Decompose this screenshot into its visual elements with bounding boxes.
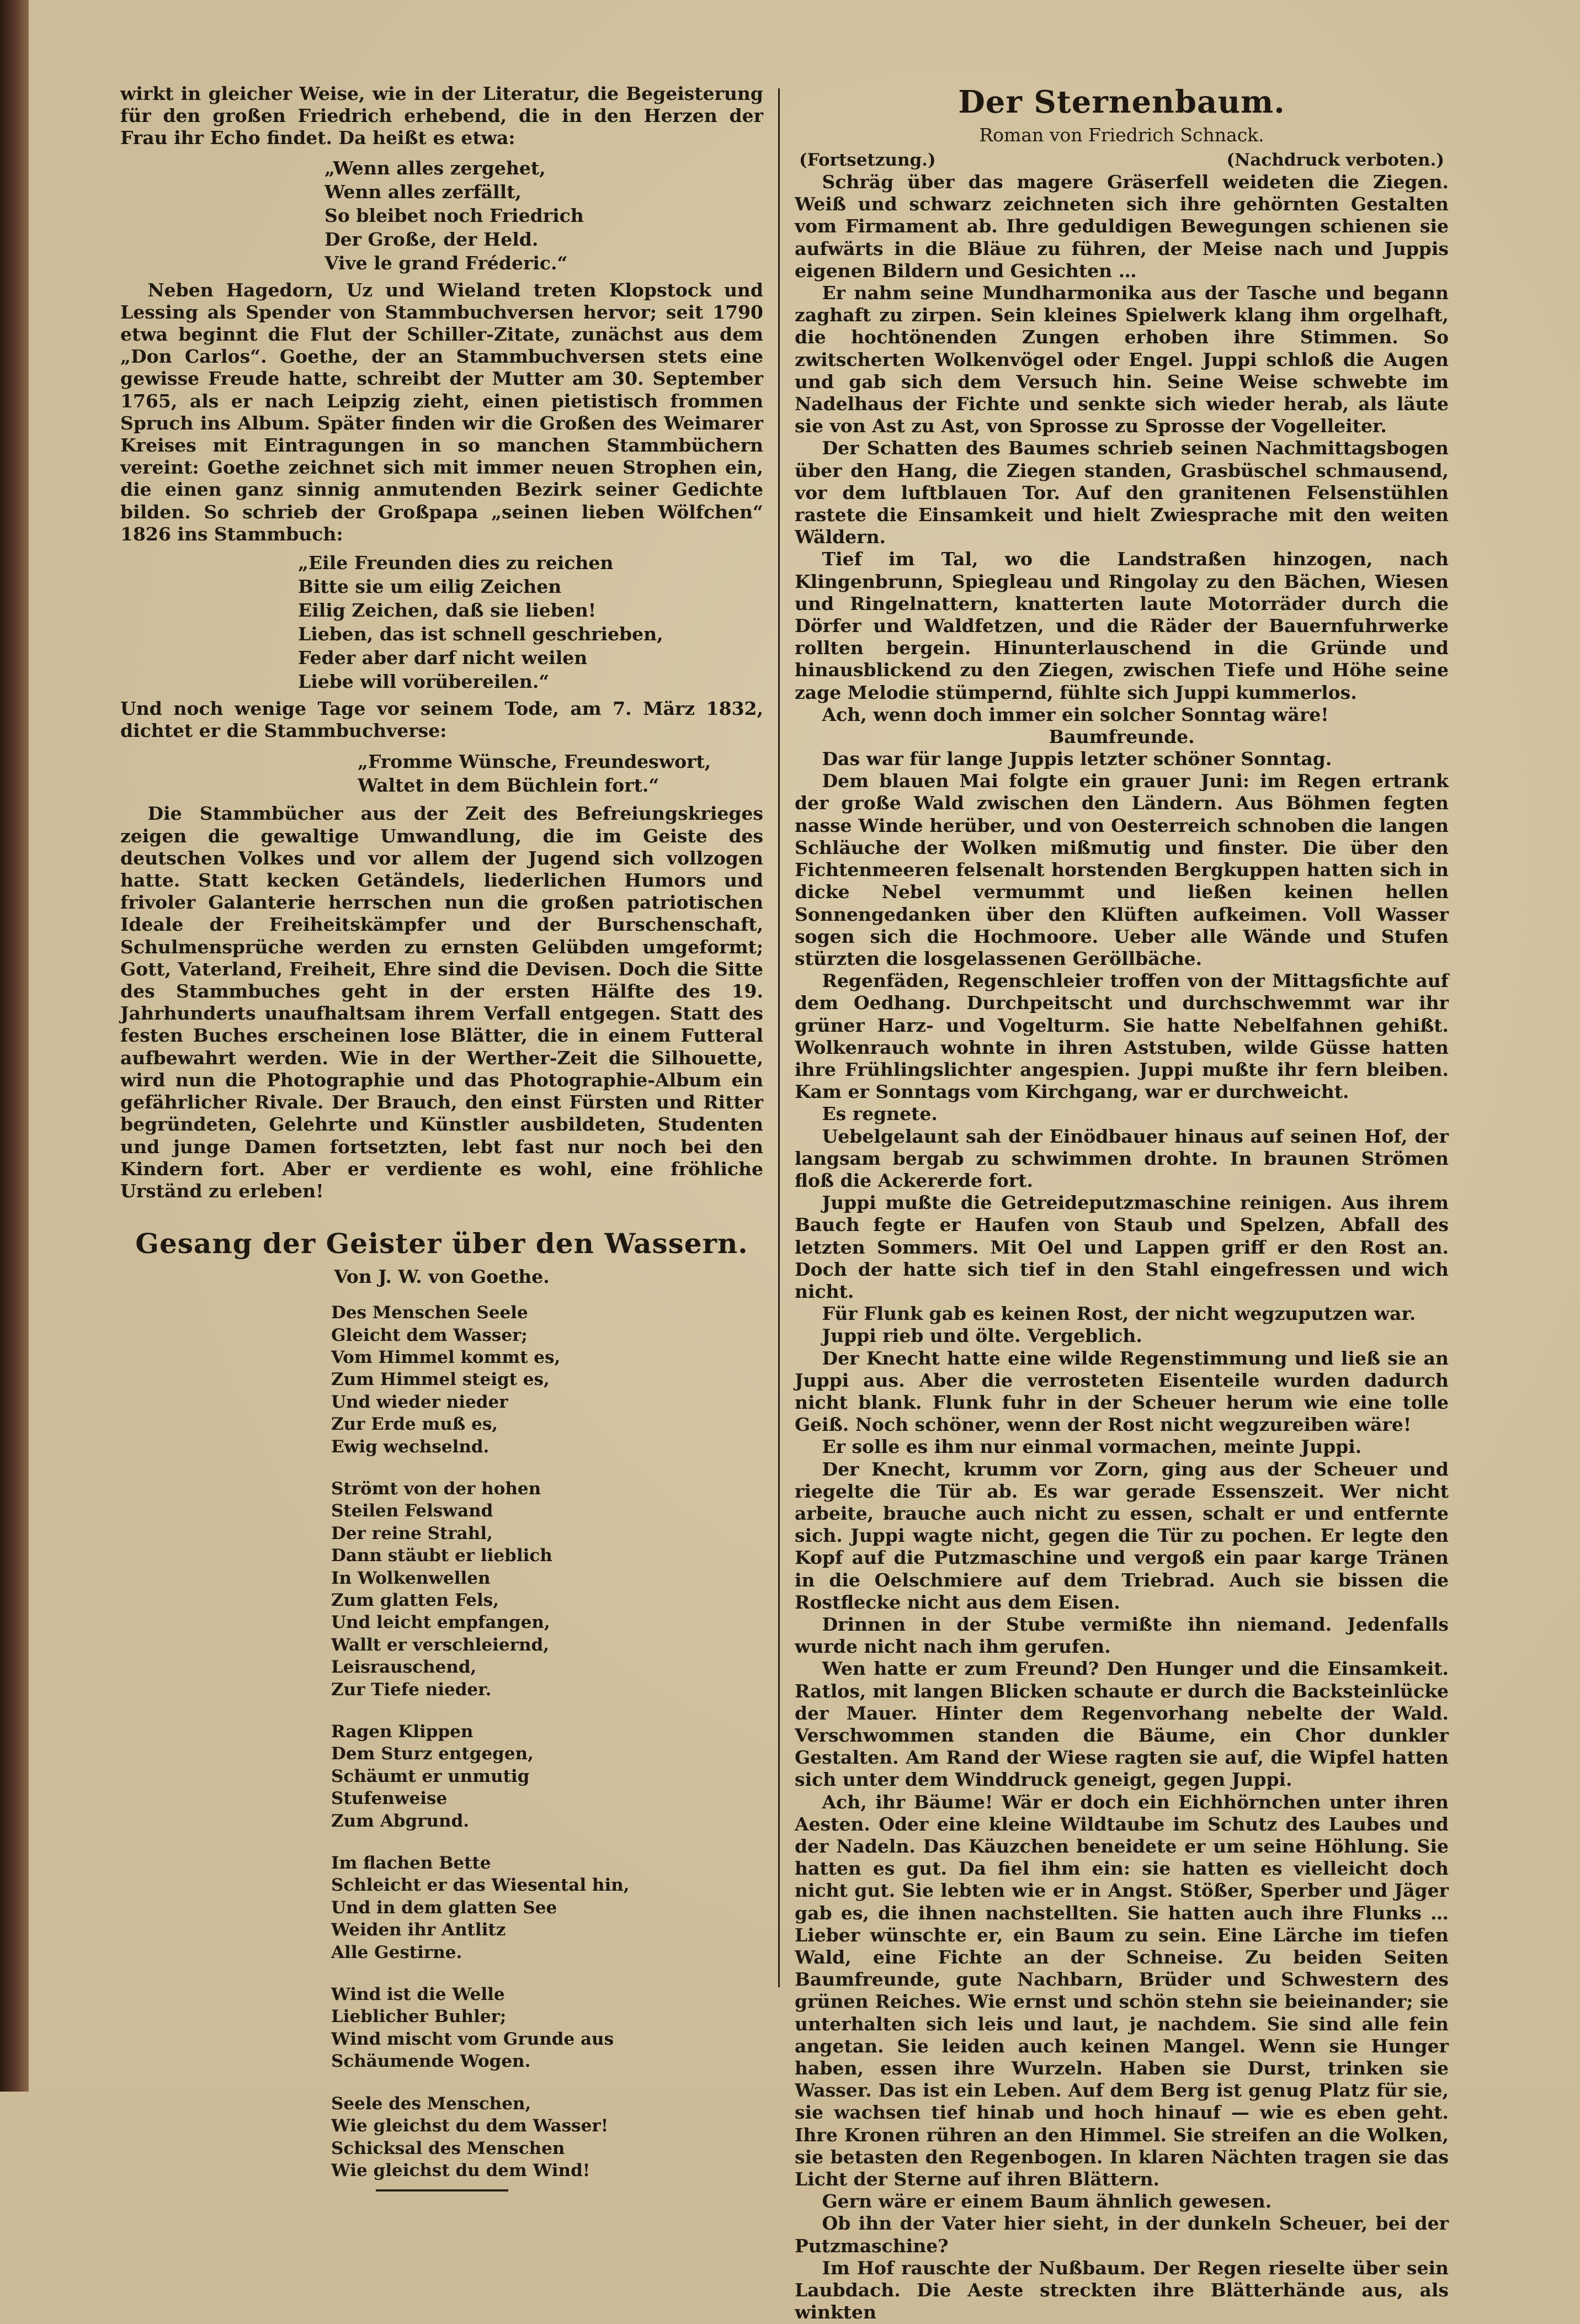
verse-line: Liebe will vorübereilen.“ — [298, 671, 550, 693]
body-paragraph: Dem blauen Mai folgte ein grauer Juni: im Regen ertrank der große Wald zwischen den Ländern. Aus Böhmen fegten nasse Winde herüber, und von Oesterreich schnoben die langen Schläuche der Wolken mißmutig und finster. Die über den Fichtenmeeren felsenalt horstenden Bergkuppen hatten sich in dicke Nebel vermummt und ließen keinen hellen Sonnengedanken über den Klüften aufkeimen. Voll Wasser sogen sich die Hochmoore. Ueber alle Wände und Stufen stürzten die losgelassenen Geröllbäche. — [795, 770, 1449, 969]
body-paragraph: Tief im Tal, wo die Landstraßen hinzogen, nach Klingenbrunn, Spiegleau und Ringolay zu den Bächen, Wiesen und Ringelnattern, knatterten laute Motorräder durch die Dörfer und Waldfetzen, und die Räder der Bauernfuhrwerke rollten bergein. Hinunterlauschend in die Gründe und hinausblickend zu den Ziegen, zwischen Tiefe und Höhe seine zage Melodie stümpernd, fühlte sich Juppi kummerlos. — [795, 548, 1449, 703]
verse-line: Wenn alles zerfällt, — [324, 181, 522, 203]
body-paragraph: Für Flunk gab es keinen Rost, der nicht wegzuputzen war. — [822, 1303, 1416, 1325]
poem-line: Und wieder nieder — [331, 1392, 508, 1412]
poem-line: Ragen Klippen — [331, 1722, 474, 1742]
poem-line: Zur Tiefe nieder. — [331, 1679, 492, 1700]
poem-byline: Von J. W. von Goethe. — [334, 1266, 550, 1288]
poem-line: Schleicht er das Wiesental hin, — [331, 1875, 630, 1896]
poem-line: Vom Himmel kommt es, — [331, 1347, 561, 1367]
verse-line: Vive le grand Fréderic.“ — [324, 252, 568, 274]
poem-line: Schäumende Wogen. — [331, 2051, 531, 2072]
poem-line: Alle Gestirne. — [331, 1942, 462, 1962]
body-paragraph: Ach, ihr Bäume! Wär er doch ein Eichhörnchen unter ihren Aesten. Oder eine kleine Wildtaube im Schutz des Laubes und der Nadeln. Das Käuzchen beneidete er um seine Höhlung. Sie hatten es gut. Da fiel ihm ein: sie hatten es vielleicht doch nicht gut. Sie lebten wie er in Angst. Stößer, Sperber und Jäger gab es, die ihnen nachstellten. Sie hatten auch ihre Flunks … Lieber wünschte er, ein Baum zu sein. Eine Lärche im tiefen Wald, eine Fichte an der Schneise. Zu beiden Seiten Baumfreunde, gute Nachbarn, Brüder und Schwestern des grünen Reiches. Wie ernst und schön stehn sie beieinander; sie unterhalten sich leis und laut, je nachdem. Sie sind alle fein angetan. Sie leiden auch keinen Mangel. Wenn sie Hunger haben, essen ihre Wurzeln. Haben sie Durst, trinken sie Wasser. Das ist ein Leben. Auf dem Berg ist genug Platz für sie, sie wachsen tief hinab und hoch hinauf — wie es eben geht. Ihre Kronen rühren an den Himmel. Sie streifen an die Wolken, sie betasten den Regenbogen. In klaren Nächten tragen sie das Licht der Sterne auf ihren Blättern. — [795, 1791, 1449, 2190]
poem-line: Und in dem glatten See — [331, 1897, 557, 1918]
poem-stanza — [120, 1983, 763, 2073]
poem-line: Und leicht empfangen, — [331, 1612, 550, 1633]
body-paragraph: Das war für lange Juppis letzter schöner Sonntag. — [822, 748, 1332, 770]
body-paragraph: Neben Hagedorn, Uz und Wieland treten Klopstock und Lessing als Spender von Stammbuchversen hervor; seit 1790 etwa beginnt die Flut der Schiller-Zitate, zunächst aus dem „Don Carlos“. Goethe, der an Stammbuchversen stets eine gewisse Freude hatte, schreibt der Mutter am 30. September 1765, als er nach Leipzig zieht, einen pietistisch frommen Spruch ins Album. Später finden wir die Großen des Weimarer Kreises mit Eintragungen in so manchen Stammbüchern vereint: Goethe zeichnet sich mit immer neuen Strophen ein, die einen ganz sinnig anmutenden Bezirk seiner Gedichte bilden. So schrieb der Großpapa „seinen lieben Wölfchen“ 1826 ins Stammbuch: — [120, 279, 763, 545]
poem-line: Dann stäubt er lieblich — [331, 1546, 552, 1566]
section-subhead: Baumfreunde. — [1049, 726, 1195, 748]
body-paragraph: Die Stammbücher aus der Zeit des Befreiungskrieges zeigen die gewaltige Umwandlung, die im Geiste des deutschen Volkes und vor allem der Jugend sich vollzogen hatte. Statt kecken Getändels, liederlichen Humors und frivoler Galanterie herrschen nun die großen patriotischen Ideale der Freiheitskämpfer und der Burschenschaft, Schulmensprüche werden zu ernsten Gelübden umgeformt; Gott, Vaterland, Freiheit, Ehre sind die Devisen. Doch die Sitte des Stammbuches geht in der ersten Hälfte des 19. Jahrhunderts unaufhaltsam ihrem Verfall entgegen. Statt des festen Buches erscheinen lose Blätter, die in einem Futteral aufbewahrt werden. Wie in der Werther-Zeit die Silhouette, wird nun die Photographie und das Photographie-Album ein gefährlicher Rivale. Der Brauch, den einst Fürsten und Ritter begründeten, Gelehrte und Künstler ausbildeten, Studenten und junge Damen fortsetzten, lebt fast nur noch bei den Kindern fort. Aber er verdiente es wohl, eine fröhliche Urständ zu erleben! — [120, 803, 763, 1202]
poem-stanza — [120, 1721, 763, 1832]
column-divider — [778, 88, 780, 1987]
body-paragraph: Im Hof rauschte der Nußbaum. Der Regen rieselte über sein Laubdach. Die Aeste streckten ihre Blätterhände aus, als winkten — [795, 2257, 1449, 2323]
body-paragraph: Drinnen in der Stube vermißte ihn niemand. Jedenfalls wurde nicht nach ihm gerufen. — [795, 1614, 1449, 1658]
poem-line: Steilen Felswand — [331, 1501, 493, 1521]
poem-line: Zum Abgrund. — [331, 1811, 470, 1831]
body-paragraph: Juppi mußte die Getreideputzmaschine reinigen. Aus ihrem Bauch fegte er Haufen von Staub und Spelzen, Abfall des letzten Sommers. Mit Oel und Lappen griff er den Rost an. Doch der hatte sich tief in den Stahl eingefressen und wich nicht. — [795, 1192, 1449, 1302]
left-column — [120, 83, 763, 2192]
poem-line: Wie gleichst du dem Wind! — [331, 2160, 590, 2180]
end-rule — [376, 2189, 508, 2192]
serial-meta — [795, 149, 1449, 171]
poem-line: Gleicht dem Wasser; — [331, 1325, 528, 1345]
poem-line: Ewig wechselnd. — [331, 1436, 490, 1457]
body-paragraph: Der Knecht hatte eine wilde Regenstimmung und ließ sie an Juppi aus. Aber die verrosteten Eisenteile wurden dadurch nicht blank. Flunk fuhr in der Scheuer herum wie eine tolle Geiß. Noch schöner, wenn der Rost nicht wegzureiben wäre! — [795, 1347, 1449, 1436]
poem-line: Lieblicher Buhler; — [331, 2007, 507, 2027]
poem-line: Zur Erde muß es, — [331, 1414, 498, 1435]
poem-line: Stufenweise — [331, 1789, 448, 1809]
poem-line: Dem Sturz entgegen, — [331, 1744, 534, 1764]
poem-line: Zum glatten Fels, — [331, 1590, 499, 1610]
body-paragraph: Regenfäden, Regenschleier troffen von der Mittagsfichte auf dem Oedhang. Durchpeitscht und durchschwemmt war ihr grüner Harz- und Vogelturm. Sie hatte Nebelfahnen gehißt. Wolkenrauch wohnte in ihren Aststuben, wilde Güsse hatten ihre Frühlingslichter angespien. Juppi mußte ihr fern bleiben. Kam er Sonntags vom Kirchgang, war er durchweicht. — [795, 970, 1449, 1103]
verse-line: So bleibet noch Friedrich — [324, 204, 584, 226]
body-paragraph: Der Schatten des Baumes schrieb seinen Nachmittagsbogen über den Hang, die Ziegen standen, Grasbüschel schmausend, vor dem luftblauen Tor. Auf den granitenen Felsenstühlen rastete die Einsamkeit und hielt Zwiesprache mit den weiten Wäldern. — [795, 437, 1449, 548]
body-paragraph: Uebelgelaunt sah der Einödbauer hinaus auf seinen Hof, der langsam bergab zu schwimmen drohte. In braunen Strömen floß die Ackererde fort. — [795, 1125, 1449, 1191]
body-paragraph: Ach, wenn doch immer ein solcher Sonntag wäre! — [822, 703, 1329, 725]
goethe-stammbuch-verse — [298, 551, 763, 693]
serial-title: Der Sternenbaum. — [958, 84, 1285, 120]
body-paragraph: Es regnete. — [822, 1103, 938, 1125]
poem-line: Des Menschen Seele — [331, 1303, 528, 1323]
poem-line: Leisrauschend, — [331, 1657, 477, 1678]
body-paragraph: Und noch wenige Tage vor seinem Tode, am 7. März 1832, dichtet er die Stammbuchverse: — [120, 698, 763, 742]
body-paragraph: Schräg über das magere Gräserfell weideten die Ziegen. Weiß und schwarz zeichneten sich ihre gehörnten Gestalten vom Firmament ab. Ihre geduldigen Bewegungen schienen sie aufwärts in die Bläue zu führen, der Meise nach und Juppis eigenen Bildern und Gesichten … — [795, 171, 1449, 282]
verse-line: Der Große, der Held. — [324, 228, 539, 250]
poem-line: Schäumt er unmutig — [331, 1766, 530, 1786]
poem-line: In Wolkenwellen — [331, 1568, 491, 1588]
right-column — [795, 83, 1449, 2324]
body-paragraph: Er nahm seine Mundharmonika aus der Tasche und begann zaghaft zu zirpen. Sein kleines Spielwerk klang ihm orgelhaft, die hochtönenden Zungen erhoben ihre Stimmen. So zwitscherten Wolkenvögel oder Engel. Juppi schloß die Augen und gab sich dem Versuch hin. Seine Weise schwebte im Nadelhaus der Fichte und senkte sich wieder herab, als läute sie von Ast zu Ast, von Sprosse zu Sprosse der Vogelleiter. — [795, 282, 1449, 437]
verse-line: Feder aber darf nicht weilen — [298, 647, 588, 669]
verse-line: Eilig Zeichen, daß sie lieben! — [298, 599, 597, 622]
poem-line: Schicksal des Menschen — [331, 2138, 565, 2158]
poem-stanza — [120, 1852, 763, 1964]
poem-line: Seele des Menschen, — [331, 2093, 531, 2114]
verse-line: „Wenn alles zergehet, — [324, 157, 546, 179]
friedrich-verse — [324, 156, 763, 275]
poem-line: Zum Himmel steigt es, — [331, 1370, 550, 1390]
reprint-note: (Nachdruck verboten.) — [1226, 150, 1444, 170]
poem-line: Strömt von der hohen — [331, 1478, 541, 1499]
body-paragraph: Er solle es ihm nur einmal vormachen, meinte Juppi. — [822, 1436, 1362, 1458]
verse-line: „Eile Freunden dies zu reichen — [298, 552, 614, 574]
poem-line: Weiden ihr Antlitz — [331, 1920, 506, 1940]
poem-line: Wie gleichst du dem Wasser! — [331, 2116, 609, 2136]
fromme-wuensche-verse — [358, 750, 763, 797]
serial-byline: Roman von Friedrich Schnack. — [979, 124, 1264, 146]
body-paragraph: Juppi rieb und ölte. Vergeblich. — [822, 1325, 1142, 1347]
verse-line: Lieben, das ist schnell geschrieben, — [298, 623, 663, 645]
poem-line: Wind ist die Welle — [331, 1985, 505, 2005]
poem-line: Wind mischt vom Grunde aus — [331, 2029, 614, 2049]
verse-line: Waltet in dem Büchlein fort.“ — [358, 774, 659, 797]
body-paragraph: Wen hatte er zum Freund? Den Hunger und die Einsamkeit. Ratlos, mit langen Blicken schaute er durch die Backsteinlücke der Mauer. Hinter dem Regenvorhang nebelte der Wald. Verschwommen standen die Bäume, ein Chor dunkler Gestalten. Am Rand der Wiese ragten sie auf, die Wipfel hatten sich unter dem Winddruck geneigt, gegen Juppi. — [795, 1658, 1449, 1791]
body-paragraph: Ob ihn der Vater hier sieht, in der dunkeln Scheuer, bei der Putzmaschine? — [795, 2212, 1449, 2257]
verse-line: Bitte sie um eilig Zeichen — [298, 576, 562, 598]
book-spine — [0, 0, 29, 2092]
poem-line: Der reine Strahl, — [331, 1523, 493, 1543]
poem-stanza — [120, 2093, 763, 2182]
body-paragraph: Der Knecht, krumm vor Zorn, ging aus der Scheuer und riegelte die Tür ab. Es war gerade Essenszeit. Wer nicht arbeite, brauche auch nicht zu essen, schalt er und entfernte sich. Juppi wagte nicht, gegen die Tür zu pochen. Er legte den Kopf auf die Putzmaschine und vergoß ein paar karge Tränen in die Oelschmiere auf dem Triebrad. Auch sie bissen die Rostflecke nicht aus dem Eisen. — [795, 1458, 1449, 1613]
poem-line: Im flachen Bette — [331, 1853, 491, 1874]
verse-line: „Fromme Wünsche, Freundeswort, — [358, 751, 711, 773]
poem-body — [120, 1302, 763, 2182]
continued-note: (Fortsetzung.) — [799, 150, 936, 170]
poem-stanza — [120, 1302, 763, 1458]
poem-title: Gesang der Geister über den Wassern. — [135, 1227, 748, 1260]
body-paragraph: Gern wäre er einem Baum ähnlich gewesen. — [822, 2190, 1272, 2212]
poem-line: Wallt er verschleiernd, — [331, 1635, 549, 1655]
intro-paragraph: wirkt in gleicher Weise, wie in der Literatur, die Begeisterung für den großen Friedrich erhebend, die in den Herzen der Frau ihr Echo findet. Da heißt es etwa: — [120, 83, 763, 149]
poem-stanza — [120, 1478, 763, 1701]
